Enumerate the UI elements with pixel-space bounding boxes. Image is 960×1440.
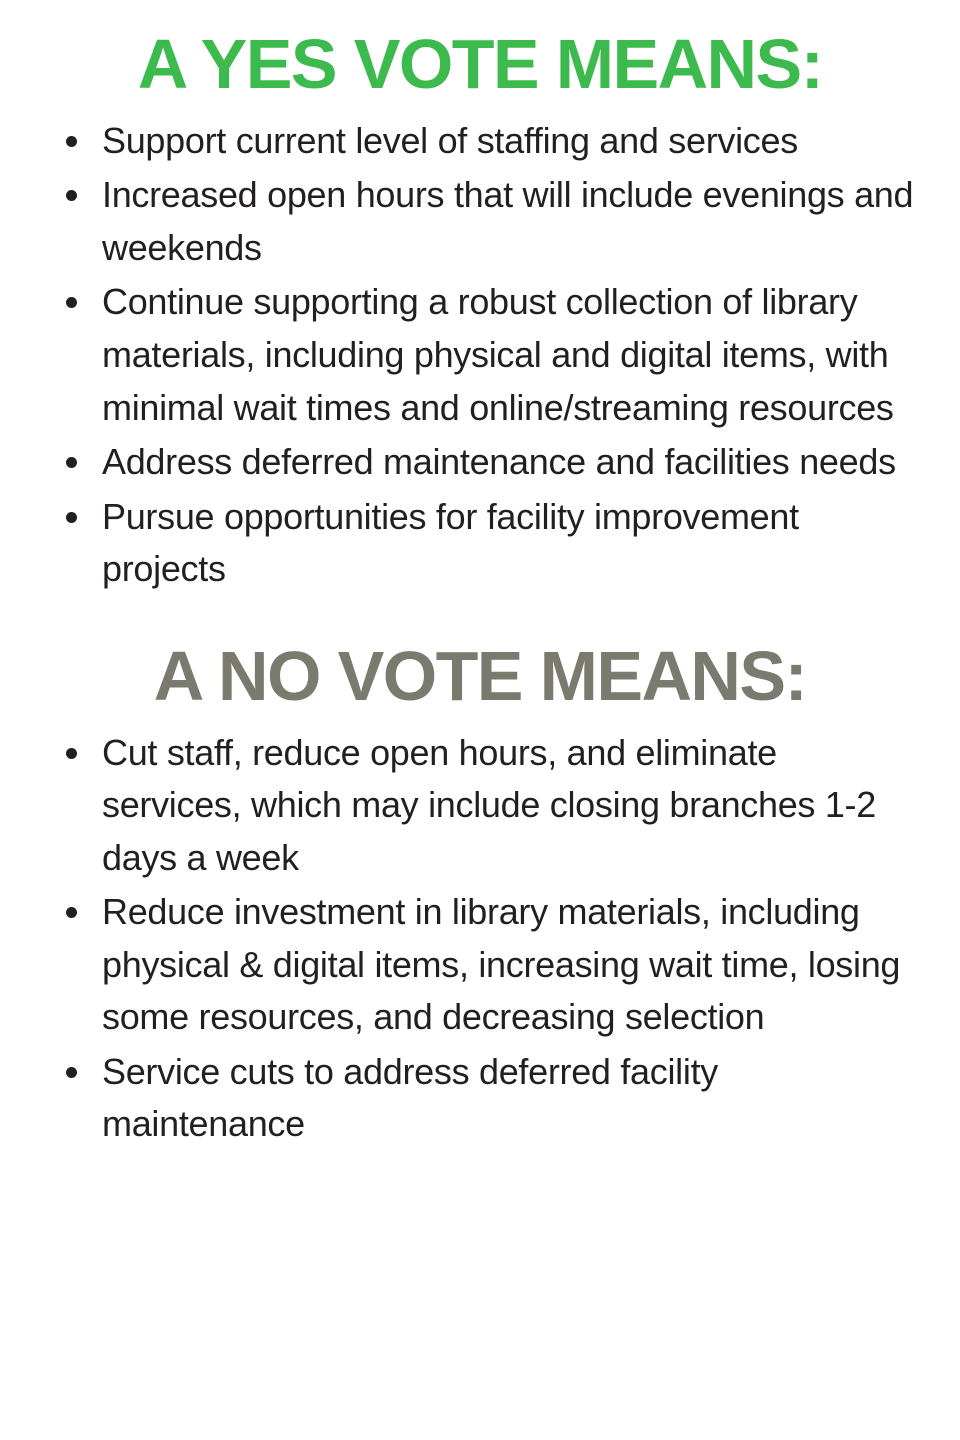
yes-vote-section [46,25,914,596]
list-item [46,276,914,434]
bullet-dot-icon [66,1067,77,1078]
list-item [46,727,914,885]
yes-vote-list [46,115,914,596]
list-item [46,491,914,596]
yes-vote-heading: A YES VOTE MEANS: [137,25,823,103]
bullet-dot-icon [66,136,77,147]
bullet-dot-icon [66,907,77,918]
list-item-text: Pursue opportunities for facility improvement projects [102,495,799,590]
list-item [46,1046,914,1151]
bullet-dot-icon [66,748,77,759]
list-item-text: Reduce investment in library materials, including physical & digital items, increasing wait time, losing some resources, and decreasing selection [102,891,901,1038]
bullet-dot-icon [66,512,77,523]
list-item-text: Cut staff, reduce open hours, and eliminate services, which may include closing branches 1-2 days a week [102,731,876,878]
list-item [46,436,914,489]
list-item [46,115,914,168]
list-item-text: Address deferred maintenance and facilities needs [102,441,896,483]
bullet-dot-icon [66,457,77,468]
list-item-text: Support current level of staffing and services [102,119,798,161]
no-vote-list [46,727,914,1151]
list-item [46,886,914,1044]
list-item-text: Continue supporting a robust collection of library materials, including physical and digital items, with minimal wait times and online/streaming resources [102,281,894,428]
list-item-text: Service cuts to address deferred facility maintenance [102,1050,718,1145]
bullet-dot-icon [66,297,77,308]
bullet-dot-icon [66,190,77,201]
list-item [46,169,914,274]
no-vote-section [46,636,914,1151]
no-vote-heading: A NO VOTE MEANS: [153,636,807,715]
list-item-text: Increased open hours that will include evenings and weekends [102,174,914,268]
